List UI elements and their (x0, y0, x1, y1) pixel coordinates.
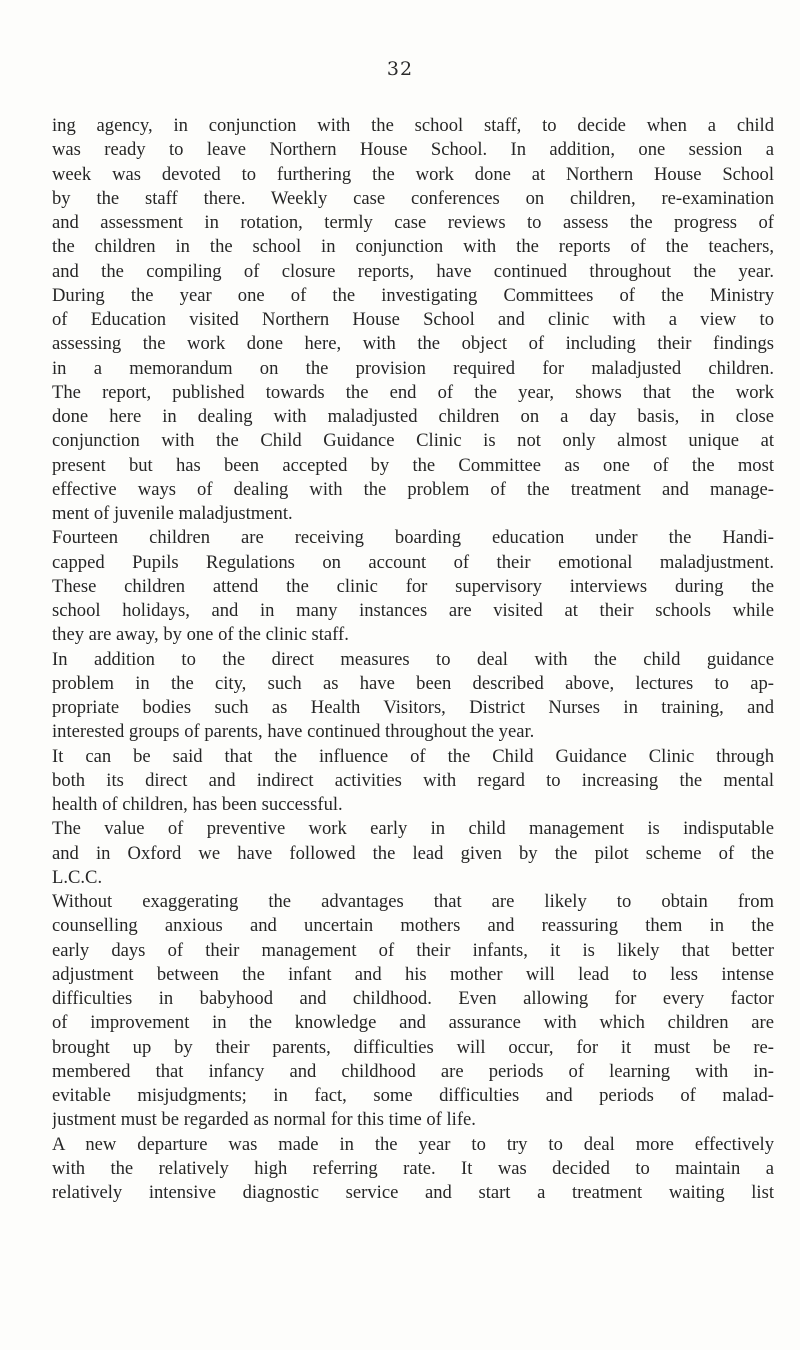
body-text (52, 114, 774, 1205)
text-line: present but has been accepted by the Committee as one of the most (52, 454, 774, 476)
text-line: ment of juvenile maladjustment. (52, 503, 293, 524)
text-line: both its direct and indirect activities with regard to increasing the mental (52, 769, 774, 791)
text-line: of improvement in the knowledge and assurance with which children are (52, 1012, 774, 1034)
paragraph-influence (52, 745, 774, 818)
text-line: During the year one of the investigating Committees of the Ministry (52, 284, 774, 306)
text-line: conjunction with the Child Guidance Clinic is not only almost unique at (52, 430, 774, 452)
paragraph-boarding-education (52, 526, 774, 647)
text-line: The report, published towards the end of the year, shows that the work (52, 381, 774, 403)
text-line: of Education visited Northern House School and clinic with a view to (52, 309, 774, 330)
text-line: justment must be regarded as normal for this time of life. (52, 1109, 476, 1131)
text-line: was ready to leave Northern House School. In addition, one session a (52, 139, 774, 161)
text-line: These children attend the clinic for supervisory interviews during the (52, 575, 774, 597)
text-line: ing agency, in conjunction with the school staff, to decide when a child (52, 115, 774, 136)
text-line: A new departure was made in the year to try to deal more effectively (52, 1133, 774, 1155)
text-line: and in Oxford we have followed the lead given by the pilot scheme of the (52, 842, 774, 864)
text-line: in a memorandum on the provision required for maladjusted children. (52, 357, 774, 379)
text-line: they are away, by one of the clinic staff. (52, 624, 349, 646)
text-line: brought up by their parents, difficulties will occur, for it must be re- (52, 1036, 774, 1058)
text-line: adjustment between the infant and his mother will lead to less intense (52, 963, 774, 985)
text-line: the children in the school in conjunction with the reports of the teachers, (52, 236, 774, 258)
text-line: and assessment in rotation, termly case reviews to assess the progress of (52, 212, 774, 233)
text-line: interested groups of parents, have continued throughout the year. (52, 721, 535, 743)
text-line: and the compiling of closure reports, have continued throughout the year. (52, 260, 774, 282)
paragraph-ministry-visit (52, 284, 774, 527)
text-line: week was devoted to furthering the work done at Northern House School (52, 163, 774, 185)
text-line: relatively intensive diagnostic service and start a treatment waiting list (52, 1182, 774, 1203)
text-line: done here in dealing with maladjusted children on a day basis, in close (52, 406, 774, 427)
text-line: membered that infancy and childhood are periods of learning with in- (52, 1060, 774, 1082)
text-line: Without exaggerating the advantages that are likely to obtain from (52, 891, 774, 912)
text-line: It can be said that the influence of the Child Guidance Clinic through (52, 745, 774, 767)
paragraph-preventive-work (52, 817, 774, 890)
text-line: effective ways of dealing with the problem of the treatment and manage- (52, 478, 774, 500)
paragraph-counselling (52, 890, 774, 1133)
text-line: school holidays, and in many instances are visited at their schools while (52, 600, 774, 621)
text-line: problem in the city, such as have been described above, lectures to ap- (52, 672, 774, 694)
paragraph-lectures (52, 648, 774, 745)
text-line: L.C.C. (52, 866, 103, 888)
text-line: with the relatively high referring rate. It was decided to maintain a (52, 1157, 774, 1179)
text-line: capped Pupils Regulations on account of their emotional maladjustment. (52, 551, 774, 573)
paragraph-new-departure (52, 1133, 774, 1206)
text-line: evitable misjudgments; in fact, some difficulties and periods of malad- (52, 1085, 774, 1106)
text-line: by the staff there. Weekly case conferences on children, re-examination (52, 187, 774, 209)
text-line: early days of their management of their infants, it is likely that better (52, 939, 774, 961)
text-line: difficulties in babyhood and childhood. Even allowing for every factor (52, 988, 774, 1009)
page-number: 32 (386, 58, 414, 80)
text-line: assessing the work done here, with the object of including their findings (52, 333, 774, 355)
text-line: propriate bodies such as Health Visitors, District Nurses in training, and (52, 697, 774, 718)
text-line: health of children, has been successful. (52, 794, 343, 815)
text-line: In addition to the direct measures to deal with the child guidance (52, 648, 774, 670)
text-line: The value of preventive work early in child management is indisputable (52, 818, 774, 840)
text-line: Fourteen children are receiving boarding education under the Handi- (52, 527, 774, 549)
text-line: counselling anxious and uncertain mothers and reassuring them in the (52, 915, 774, 937)
paragraph-continuation (52, 114, 774, 284)
